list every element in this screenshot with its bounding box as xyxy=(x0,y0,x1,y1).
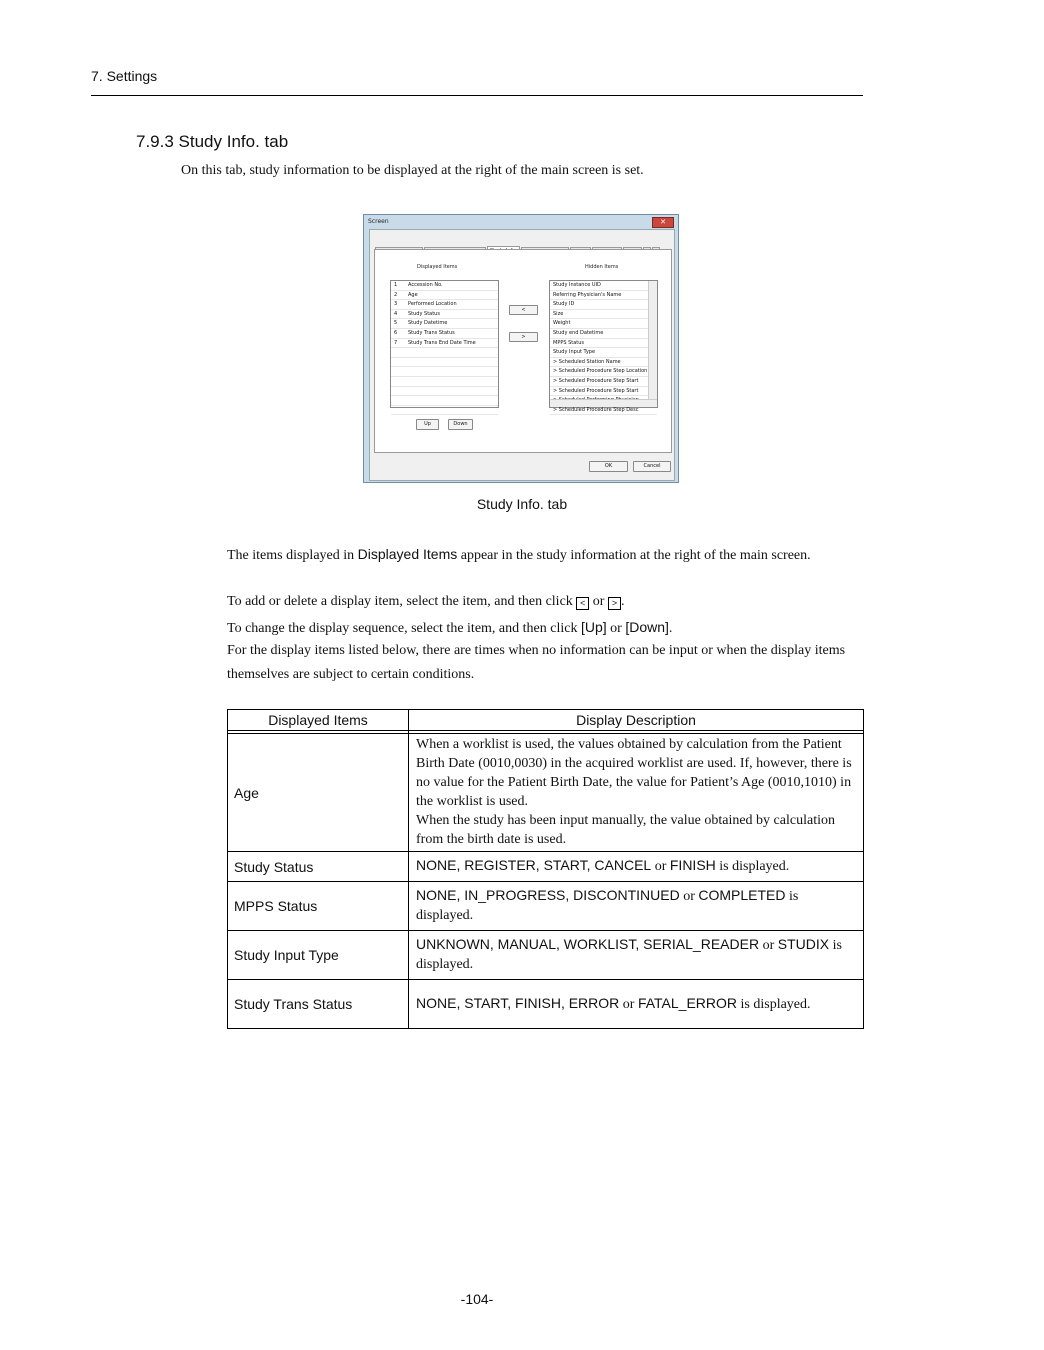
list-item[interactable]: 7 Study Trans End Date Time xyxy=(391,339,498,349)
list-item[interactable]: Study Input Type xyxy=(550,348,657,358)
down-button[interactable]: Down xyxy=(448,419,473,430)
page-number: -104- xyxy=(460,1291,494,1307)
move-left-icon: < xyxy=(576,597,589,610)
paragraph-sequence: To change the display sequence, select the item, and then click [Up] or [Down]. xyxy=(227,619,673,636)
close-icon[interactable]: ✕ xyxy=(652,217,674,228)
list-item[interactable]: > Scheduled Procedure Step Start xyxy=(550,387,657,397)
hidden-items-list[interactable] xyxy=(549,280,658,413)
list-item[interactable]: > Scheduled Station Name xyxy=(550,358,657,368)
cancel-button[interactable]: Cancel xyxy=(633,461,671,472)
table-row: MPPS Status NONE, IN_PROGRESS, DISCONTINUED or COMPLETED is displayed. xyxy=(228,882,864,931)
move-left-button[interactable]: < xyxy=(509,305,538,315)
section-heading: 7.9.3 Study Info. tab xyxy=(136,132,289,151)
tab-strip xyxy=(375,238,661,249)
figure-caption: Study Info. tab xyxy=(476,496,568,512)
table-row: Study Trans Status NONE, START, FINISH, ERROR or FATAL_ERROR is displayed. xyxy=(228,980,864,1029)
table-row: Study Input Type UNKNOWN, MANUAL, WORKLIST, SERIAL_READER or STUDIX is displayed. xyxy=(228,931,864,980)
list-item[interactable]: 2 Age xyxy=(391,291,498,301)
section-intro: On this tab, study information to be displayed at the right of the main screen is set. xyxy=(181,163,644,178)
paragraph-conditions: For the display items listed below, there are times when no information can be input or when the display items themselves are subject to certain conditions. xyxy=(227,643,846,682)
list-item[interactable]: 1 Accession No. xyxy=(391,281,498,291)
paragraph-add-delete: To add or delete a display item, select the item, and then click < or > . xyxy=(227,594,625,609)
dialog-title: Screen xyxy=(368,218,389,225)
hidden-items-title: Hidden Items xyxy=(585,264,619,270)
paragraph-displayed-items: The items displayed in Displayed Items appear in the study information at the right of the main screen. xyxy=(227,546,811,563)
list-item[interactable]: > Scheduled Procedure Step Location xyxy=(550,367,657,377)
list-item[interactable]: 4 Study Status xyxy=(391,310,498,320)
horizontal-scrollbar[interactable] xyxy=(550,399,657,407)
up-button[interactable]: Up xyxy=(416,419,439,430)
list-item[interactable]: 3 Performed Location xyxy=(391,300,498,310)
vertical-scrollbar[interactable] xyxy=(648,281,657,407)
running-header: 7. Settings xyxy=(91,68,158,84)
list-item[interactable]: > Scheduled Procedure Step Start xyxy=(550,377,657,387)
list-item[interactable]: 5 Study Datetime xyxy=(391,319,498,329)
table-header: Displayed Items xyxy=(228,710,409,731)
screen-dialog xyxy=(363,214,679,483)
displayed-items-list[interactable] xyxy=(390,280,499,408)
table-header: Display Description xyxy=(409,710,864,731)
display-items-table xyxy=(227,709,864,1029)
list-item[interactable]: 6 Study Trans Status xyxy=(391,329,498,339)
header-rule xyxy=(91,95,863,96)
list-item[interactable]: Study Instance UID xyxy=(550,281,657,291)
list-item[interactable]: MPPS Status xyxy=(550,339,657,349)
list-item[interactable]: Size xyxy=(550,310,657,320)
move-right-button[interactable]: > xyxy=(509,332,538,342)
list-item[interactable]: Study ID xyxy=(550,300,657,310)
study-info-panel xyxy=(374,249,672,453)
list-item[interactable]: Referring Physician's Name xyxy=(550,291,657,301)
ok-button[interactable]: OK xyxy=(589,461,628,472)
list-item[interactable]: Study end Datetime xyxy=(550,329,657,339)
dialog-body xyxy=(369,229,675,481)
table-row: Age When a worklist is used, the values obtained by calculation from the Patient Birth Date (0010,0030) in the acquired worklist are used. If, however, there is no value for the Patient Birth Date, the value for Patient’s Age (0010,1010) in the worklist is used. When the study has been input manually, the value obtained by calculation from the birth date is used. xyxy=(228,734,864,852)
table-row: Study Status NONE, REGISTER, START, CANCEL or FINISH is displayed. xyxy=(228,852,864,882)
move-right-icon: > xyxy=(608,597,621,610)
list-item[interactable]: Weight xyxy=(550,319,657,329)
list-item[interactable]: > Scheduled Procedure Step Desc xyxy=(550,406,657,416)
displayed-items-title: Displayed Items xyxy=(417,264,458,270)
